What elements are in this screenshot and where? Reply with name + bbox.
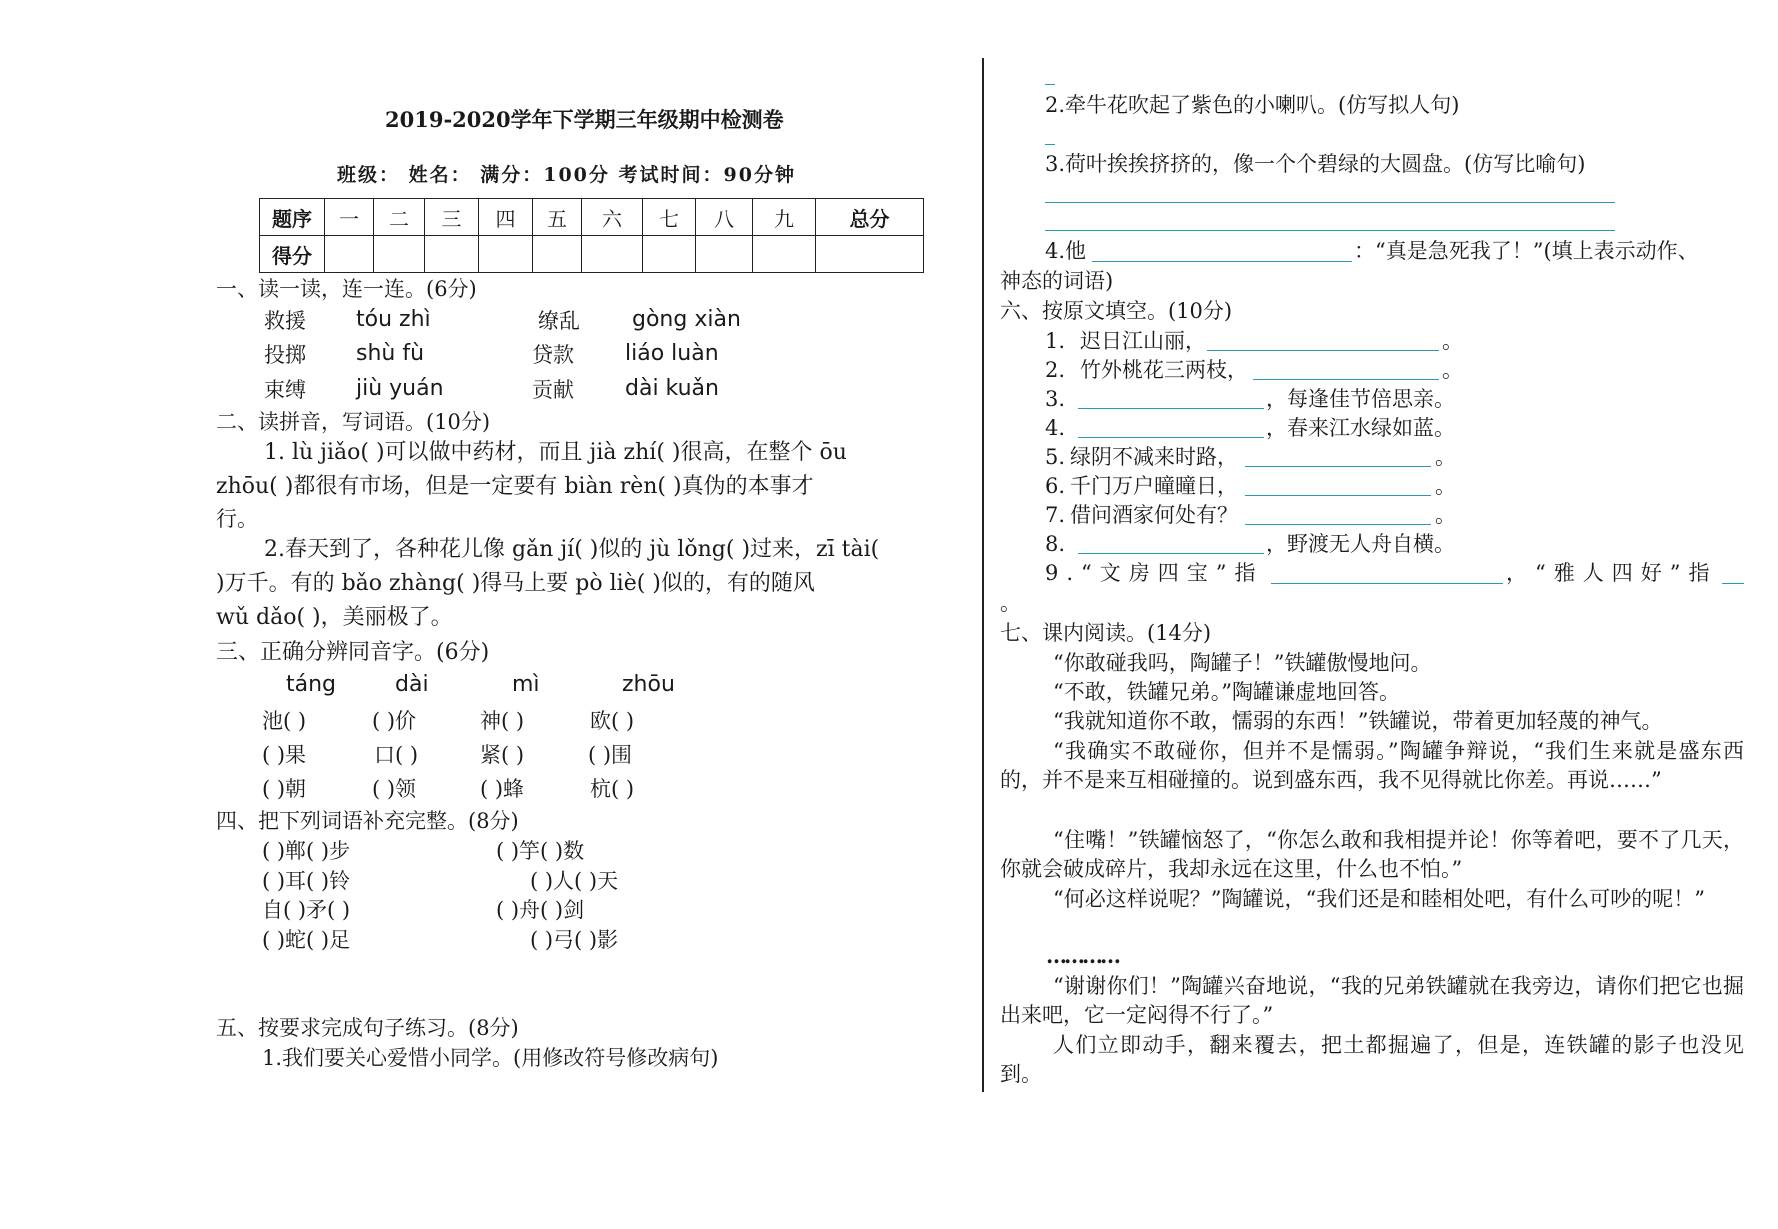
table-cell: 二 [374, 199, 425, 236]
score-cell[interactable] [816, 236, 924, 273]
s3-blank[interactable]: 紧( ) [480, 743, 525, 767]
s3-blank[interactable]: ( )果 [262, 743, 307, 767]
reading-paragraph: 人们立即动手，翻来覆去，把土都掘遍了，但是，连铁罐的影子也没见到。 [1000, 1033, 1744, 1086]
s6-question-9-mid: ，“雅人四好”指 [1506, 561, 1718, 585]
s1-word: 缭乱 [538, 309, 580, 333]
s3-pinyin: mì [512, 672, 540, 697]
answer-line[interactable] [1245, 495, 1431, 496]
s6-text: 。 [1435, 445, 1456, 469]
score-cell[interactable] [753, 236, 816, 273]
s6-num: 2. [1045, 358, 1066, 382]
s3-pinyin: zhōu [622, 672, 675, 697]
s6-num: 5. [1045, 445, 1066, 469]
score-cell[interactable] [643, 236, 696, 273]
reading-paragraph: “我就知道你不敢，懦弱的东西！”铁罐说，带着更加轻蔑的神气。 [1053, 709, 1663, 733]
s4-idiom[interactable]: ( )舟( )剑 [496, 898, 585, 922]
s1-word: 束缚 [264, 378, 306, 402]
s5-question-4-start: 4.他 [1045, 239, 1087, 263]
score-table-header-row [260, 199, 924, 236]
s3-blank[interactable]: 神( ) [480, 709, 525, 733]
s2-line: 2.春天到了，各种花儿像 gǎn jí( )似的 jù lǒng( )过来，zī tài( [264, 537, 880, 562]
s4-idiom[interactable]: ( )弓( )影 [530, 928, 619, 952]
answer-line[interactable] [1245, 524, 1431, 525]
s6-text: ，野渡无人舟自横。 [1266, 532, 1455, 556]
s5-question-2: 2.牵牛花吹起了紫色的小喇叭。(仿写拟人句) [1045, 93, 1460, 117]
s4-idiom[interactable]: ( )人( )天 [530, 869, 619, 893]
table-cell: 一 [325, 199, 374, 236]
reading-paragraph: “你敢碰我吗，陶罐子！”铁罐傲慢地问。 [1053, 651, 1432, 675]
s6-num: 6. [1045, 474, 1066, 498]
s6-num: 8. [1045, 532, 1066, 556]
s6-num: 7. [1045, 503, 1066, 527]
s3-blank[interactable]: ( )价 [372, 709, 417, 733]
s6-question-9-start: 9.“文房四宝”指 [1045, 561, 1264, 585]
s3-blank[interactable]: ( )朝 [262, 777, 307, 801]
score-table [259, 198, 924, 273]
score-cell[interactable] [582, 236, 643, 273]
score-table-score-row [260, 236, 924, 273]
s6-text: 。 [1435, 503, 1456, 527]
section-3-heading: 三、正确分辨同音字。(6分) [216, 640, 490, 665]
s4-idiom[interactable]: ( )蛇( )足 [262, 928, 351, 952]
s6-text: 借问酒家何处有？ [1070, 503, 1238, 527]
answer-line[interactable] [1045, 230, 1615, 231]
answer-line[interactable] [1045, 144, 1055, 145]
table-cell: 七 [643, 199, 696, 236]
answer-line[interactable] [1078, 553, 1264, 554]
s6-question-9-end: 。 [1000, 591, 1021, 615]
answer-line[interactable] [1207, 350, 1439, 351]
s6-num: 4. [1045, 416, 1066, 440]
answer-line[interactable] [1078, 408, 1264, 409]
table-cell: 得分 [260, 236, 325, 273]
reading-paragraph: “谢谢你们！”陶罐兴奋地说，“我的兄弟铁罐就在我旁边，请你们把它也掘出来吧，它一定闷得不行了。” [1000, 974, 1744, 1027]
section-1-heading: 一、读一读，连一连。(6分) [216, 277, 477, 301]
s3-pinyin: dài [395, 672, 429, 697]
reading-paragraph: “我确实不敢碰你，但并不是懦弱。”陶罐争辩说，“我们生来就是盛东西的，并不是来互相碰撞的。说到盛东西，我不见得就比你差。再说……” [1000, 739, 1744, 792]
section-5-heading: 五、按要求完成句子练习。(8分) [216, 1016, 519, 1040]
score-cell[interactable] [696, 236, 753, 273]
section-6-heading: 六、按原文填空。(10分) [1000, 299, 1233, 323]
answer-line[interactable] [1078, 437, 1264, 438]
s4-idiom[interactable]: ( )竽( )数 [496, 839, 585, 863]
exam-info: 班级： 姓名： 满分：100分 考试时间：90分钟 [337, 164, 796, 186]
answer-line[interactable] [1045, 202, 1615, 203]
s6-text: 迟日江山丽， [1080, 329, 1206, 353]
answer-line[interactable] [1245, 466, 1431, 467]
score-cell[interactable] [325, 236, 374, 273]
s3-blank[interactable]: ( )领 [372, 777, 417, 801]
s6-text: 竹外桃花三两枝， [1080, 358, 1248, 382]
s6-text: 绿阴不减来时路， [1070, 445, 1238, 469]
reading-ellipsis: ………… [1046, 943, 1118, 968]
s5-question-4-end: ：“真是急死我了！”(填上表示动作、 [1354, 239, 1699, 263]
s4-idiom[interactable]: 自( )矛( ) [262, 898, 351, 922]
score-cell[interactable] [533, 236, 582, 273]
s6-num: 3. [1045, 387, 1066, 411]
s1-pinyin: liáo luàn [625, 341, 719, 366]
table-cell: 三 [425, 199, 479, 236]
s1-pinyin: tóu zhì [356, 307, 431, 332]
column-divider [982, 58, 984, 1092]
s6-text: 。 [1442, 329, 1463, 353]
s2-line: )万千。有的 bǎo zhàng( )得马上要 pò liè( )似的，有的随风 [216, 571, 815, 596]
table-cell: 八 [696, 199, 753, 236]
table-cell: 九 [753, 199, 816, 236]
s6-text: ，春来江水绿如蓝。 [1266, 416, 1455, 440]
s1-word: 投掷 [264, 343, 306, 367]
s1-word: 救援 [264, 309, 306, 333]
s1-pinyin: shù fù [356, 341, 425, 366]
s1-pinyin: dài kuǎn [625, 376, 719, 401]
s4-idiom[interactable]: ( )郸( )步 [262, 839, 351, 863]
s1-pinyin: jiù yuán [356, 376, 444, 401]
s3-blank[interactable]: ( )围 [588, 743, 633, 767]
section-7-heading: 七、课内阅读。(14分) [1000, 621, 1212, 645]
answer-line[interactable] [1253, 379, 1439, 380]
answer-line[interactable] [1271, 583, 1503, 584]
section-4-heading: 四、把下列词语补充完整。(8分) [216, 809, 519, 833]
reading-paragraph: “住嘴！”铁罐恼怒了，“你怎么敢和我相提并论！你等着吧，要不了几天，你就会破成碎片，我却永远在这里，什么也不怕。” [1000, 828, 1744, 881]
table-cell: 六 [582, 199, 643, 236]
page-title: 2019-2020学年下学期三年级期中检测卷 [385, 107, 784, 132]
table-cell: 五 [533, 199, 582, 236]
answer-line[interactable] [1722, 583, 1744, 584]
s6-text: 。 [1442, 358, 1463, 382]
s3-blank[interactable]: 池( ) [262, 709, 307, 733]
s6-text: 千门万户曈曈日， [1070, 474, 1238, 498]
s2-line: wǔ dǎo( )，美丽极了。 [216, 605, 453, 630]
s2-line: 1. lù jiǎo( )可以做中药材，而且 jià zhí( )很高，在整个 ōu [264, 440, 847, 465]
s2-line: 行。 [216, 507, 258, 531]
s3-blank[interactable]: 口( ) [374, 743, 419, 767]
s5-question-3: 3.荷叶挨挨挤挤的，像一个个碧绿的大圆盘。(仿写比喻句) [1045, 152, 1586, 176]
s5-question-4-cont: 神态的词语) [1000, 269, 1114, 293]
table-cell: 总分 [816, 199, 924, 236]
s1-pinyin: gòng xiàn [632, 307, 741, 332]
s3-blank[interactable]: 杭( ) [590, 777, 635, 801]
answer-line[interactable] [1092, 261, 1352, 262]
reading-paragraph: “何必这样说呢？”陶罐说，“我们还是和睦相处吧，有什么可吵的呢！” [1053, 887, 1705, 911]
score-cell[interactable] [374, 236, 425, 273]
s5-question-1: 1.我们要关心爱惜小同学。(用修改符号修改病句) [262, 1046, 719, 1070]
answer-line[interactable] [1045, 84, 1055, 85]
reading-paragraph: “不敢，铁罐兄弟。”陶罐谦虚地回答。 [1053, 680, 1400, 704]
s3-pinyin: táng [286, 672, 337, 697]
table-cell: 题序 [260, 199, 325, 236]
section-2-heading: 二、读拼音，写词语。(10分) [216, 410, 491, 434]
score-cell[interactable] [479, 236, 533, 273]
s1-word: 贷款 [532, 343, 574, 367]
s3-blank[interactable]: 欧( ) [590, 709, 635, 733]
s6-text: ，每逢佳节倍思亲。 [1266, 387, 1455, 411]
s4-idiom[interactable]: ( )耳( )铃 [262, 869, 351, 893]
s6-text: 。 [1435, 474, 1456, 498]
score-cell[interactable] [425, 236, 479, 273]
s1-word: 贡献 [532, 378, 574, 402]
s6-num: 1. [1045, 329, 1066, 353]
s3-blank[interactable]: ( )蜂 [480, 777, 525, 801]
s2-line: zhōu( )都很有市场，但是一定要有 biàn rèn( )真伪的本事才 [216, 474, 814, 499]
table-cell: 四 [479, 199, 533, 236]
